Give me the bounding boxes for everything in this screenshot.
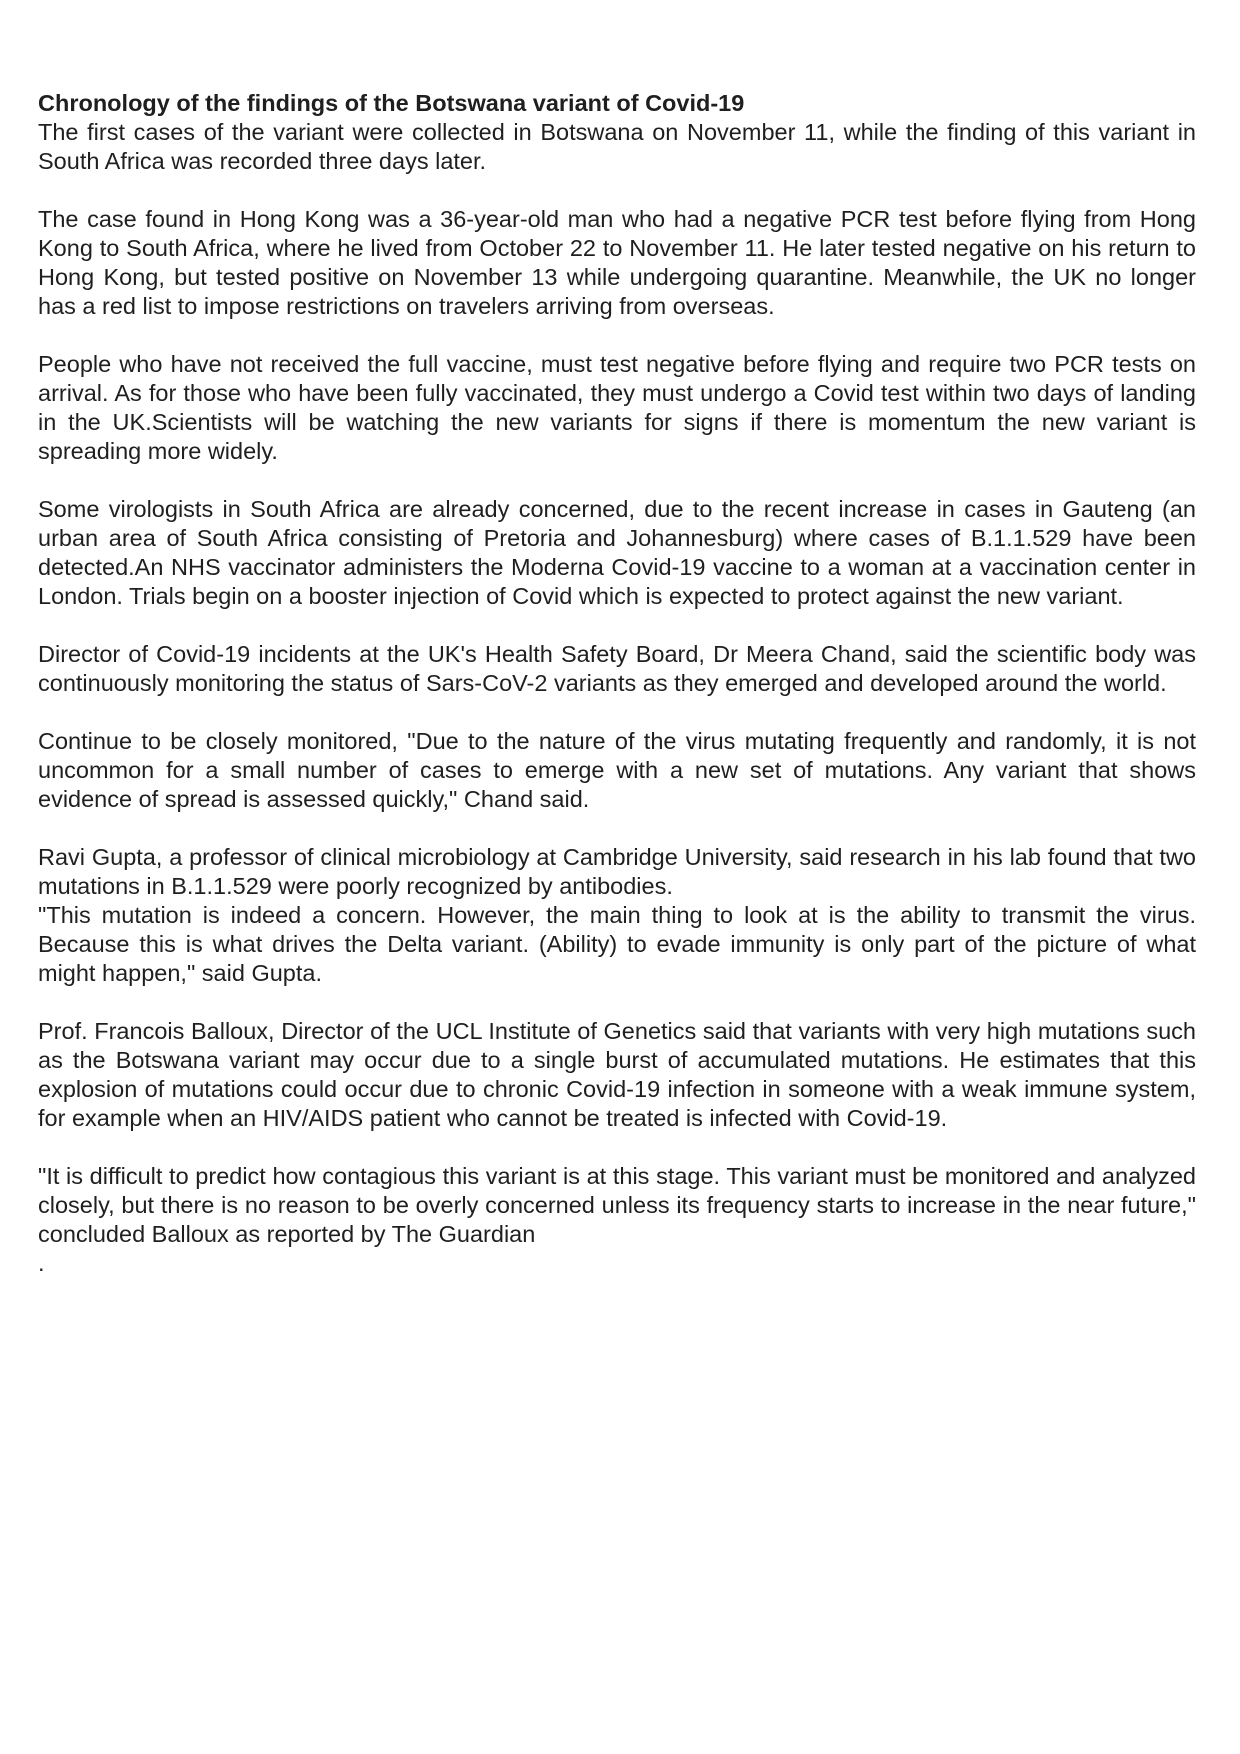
- paragraph-south-africa-concern: Some virologists in South Africa are already concerned, due to the recent increase in cases in Gauteng (an urban area of South Africa consisting of Pretoria and Johannesburg) where cases of B.1.1.529 have been detected.An NHS vaccinator administers the Moderna Covid-19 vaccine to a woman at a vaccination center in London. Trials begin on a booster injection of Covid which is expected to protect against the new variant.: [38, 496, 1196, 609]
- document-title: Chronology of the findings of the Botswana variant of Covid-19: [38, 90, 745, 116]
- trailing-mark: .: [38, 1250, 45, 1276]
- paragraph-gupta-quote: "This mutation is indeed a concern. However, the main thing to look at is the ability to transmit the virus. Because this is what drives the Delta variant. (Ability) to evade immunity is only part of the picture of what might happen," said Gupta.: [38, 902, 1196, 986]
- paragraph-balloux-quote: "It is difficult to predict how contagious this variant is at this stage. This variant must be monitored and analyzed closely, but there is no reason to be overly concerned unless its frequency starts to increase in the near future," concluded Balloux as reported by The Guardian: [38, 1163, 1196, 1247]
- paragraph-first-cases: The first cases of the variant were collected in Botswana on November 11, while the finding of this variant in South Africa was recorded three days later.: [38, 119, 1196, 174]
- paragraph-chand-quote: Continue to be closely monitored, "Due to the nature of the virus mutating frequently and randomly, it is not uncommon for a small number of cases to emerge with a new set of mutations. Any variant that shows evidence of spread is assessed quickly," Chand said.: [38, 728, 1196, 812]
- paragraph-hong-kong-case: The case found in Hong Kong was a 36-year-old man who had a negative PCR test before flying from Hong Kong to South Africa, where he lived from October 22 to November 11. He later tested negative on his return to Hong Kong, but tested positive on November 13 while undergoing quarantine. Meanwhile, the UK no longer has a red list to impose restrictions on travelers arriving from overseas.: [38, 206, 1196, 319]
- document-page: [38, 89, 1196, 1278]
- paragraph-ravi-gupta: Ravi Gupta, a professor of clinical microbiology at Cambridge University, said research in his lab found that two mutations in B.1.1.529 were poorly recognized by antibodies.: [38, 844, 1196, 899]
- paragraph-francois-balloux: Prof. Francois Balloux, Director of the UCL Institute of Genetics said that variants with very high mutations such as the Botswana variant may occur due to a single burst of accumulated mutations. He estimates that this explosion of mutations could occur due to chronic Covid-19 infection in someone with a weak immune system, for example when an HIV/AIDS patient who cannot be treated is infected with Covid-19.: [38, 1018, 1196, 1131]
- paragraph-meera-chand: Director of Covid-19 incidents at the UK's Health Safety Board, Dr Meera Chand, said the scientific body was continuously monitoring the status of Sars-CoV-2 variants as they emerged and developed around the world.: [38, 641, 1196, 696]
- paragraph-uk-travel-rules: People who have not received the full vaccine, must test negative before flying and require two PCR tests on arrival. As for those who have been fully vaccinated, they must undergo a Covid test within two days of landing in the UK.Scientists will be watching the new variants for signs if there is momentum the new variant is spreading more widely.: [38, 351, 1196, 464]
